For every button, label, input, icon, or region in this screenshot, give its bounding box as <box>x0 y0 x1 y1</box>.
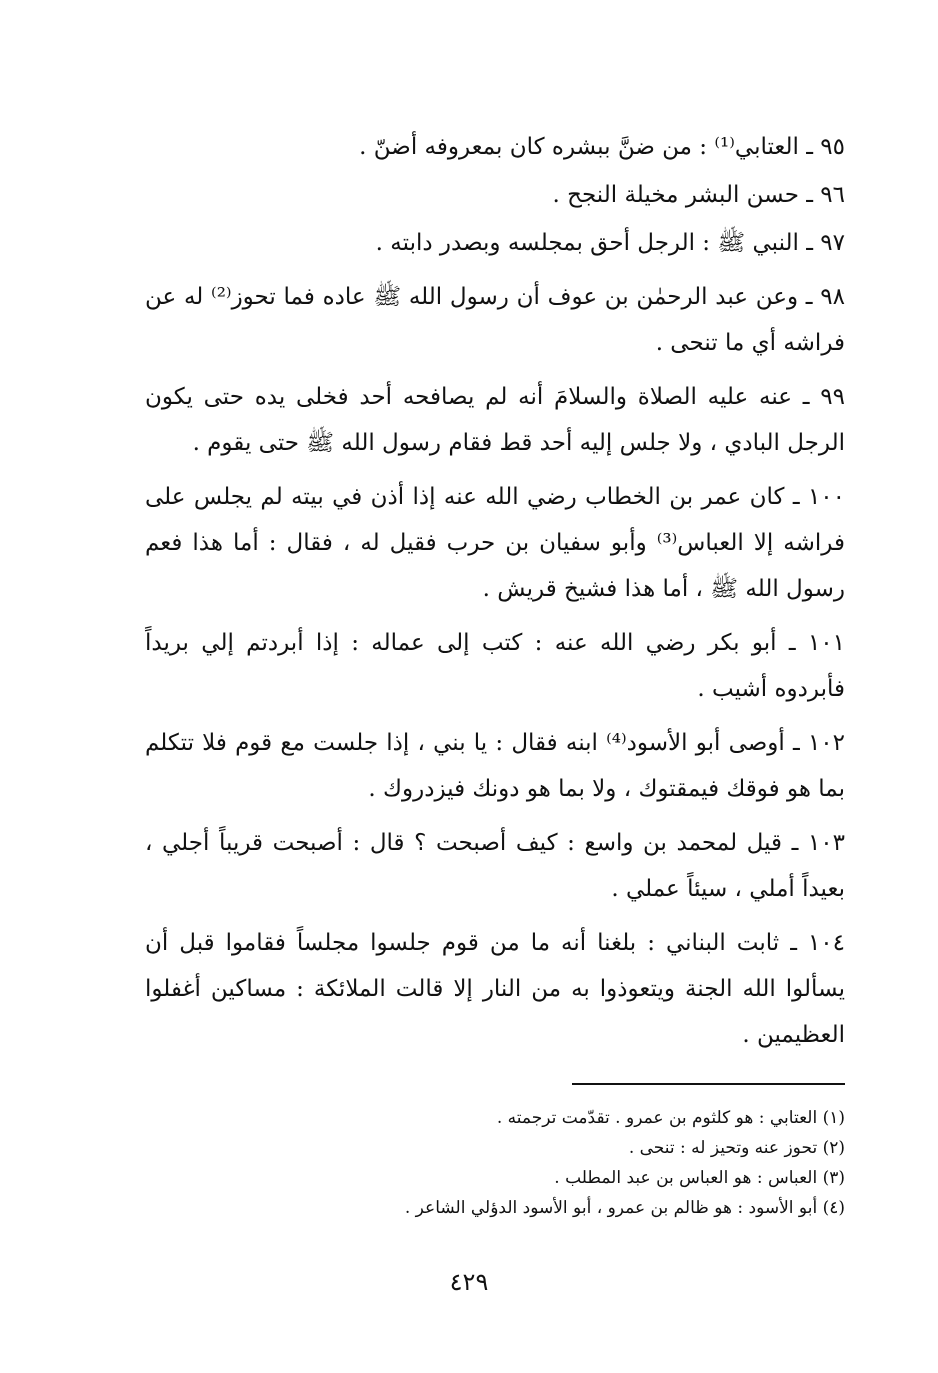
main-text <box>145 124 845 1060</box>
entry-103: ١٠٣ ـ قيل لمحمد بن واسع : كيف أصبحت ؟ قال : أصبحت قريباً أجلي ، بعيداً أملي ، سيئاً عملي . <box>145 830 845 902</box>
entry-96: ٩٦ ـ حسن البشر مخيلة النجح . <box>552 182 845 208</box>
page-number: ٤٢٩ <box>449 1268 489 1296</box>
footnote-2: (٢) تحوز عنه وتحيز له : تنحى . <box>628 1138 845 1158</box>
entry-102: ١٠٢ ـ أوصى أبو الأسود⁽⁴⁾ ابنه فقال : يا بني ، إذا جلست مع قوم فلا تتكلم بما هو فوقك فيمقتوك ، ولا بما هو دونك فيزدروك . <box>145 730 845 802</box>
entry-104: ١٠٤ ـ ثابت البناني : بلغنا أنه ما من قوم جلسوا مجلساً فقاموا قبل أن يسألوا الله الجنة ويتعوذوا به من النار إلا قالت الملائكة : مساكين أغفلوا العظيمين . <box>145 930 845 1048</box>
entry-97: ٩٧ ـ النبي ﷺ : الرجل أحق بمجلسه وبصدر دابته . <box>375 230 845 256</box>
entry-100: ١٠٠ ـ كان عمر بن الخطاب رضي الله عنه إذا أذن في بيته لم يجلس على فراشه إلا العباس⁽³⁾ وأبو سفيان بن حرب فقيل له ، فقال : أما هذا فعم رسول الله ﷺ ، أما هذا فشيخ قريش . <box>145 484 845 602</box>
footnote-divider <box>572 1083 845 1085</box>
entry-95: ٩٥ ـ العتابي⁽¹⁾ : من ضنَّ ببشره كان بمعروفه أضنّ . <box>359 134 845 160</box>
entry-98: ٩٨ ـ وعن عبد الرحمٰن بن عوف أن رسول الله ﷺ عاده فما تحوز⁽²⁾ له عن فراشه أي ما تنحى . <box>145 284 845 356</box>
footnotes <box>145 1103 845 1223</box>
footnote-1: (١) العتابي : هو كلثوم بن عمرو . تقدّمت ترجمته . <box>496 1108 845 1128</box>
footnote-3: (٣) العباس : هو العباس بن عبد المطلب . <box>554 1168 845 1188</box>
entry-101: ١٠١ ـ أبو بكر رضي الله عنه : كتب إلى عماله : إذا أبردتم إلي بريداً فأبردوه أشيب . <box>145 630 845 702</box>
entry-99: ٩٩ ـ عنه عليه الصلاة والسلامَ أنه لم يصافحه أحد فخلى يده حتى يكون الرجل البادي ، ولا جلس إليه أحد قط فقام رسول الله ﷺ حتى يقوم . <box>145 384 845 456</box>
footnote-4: (٤) أبو الأسود : هو ظالم بن عمرو ، أبو الأسود الدؤلي الشاعر . <box>404 1198 845 1218</box>
